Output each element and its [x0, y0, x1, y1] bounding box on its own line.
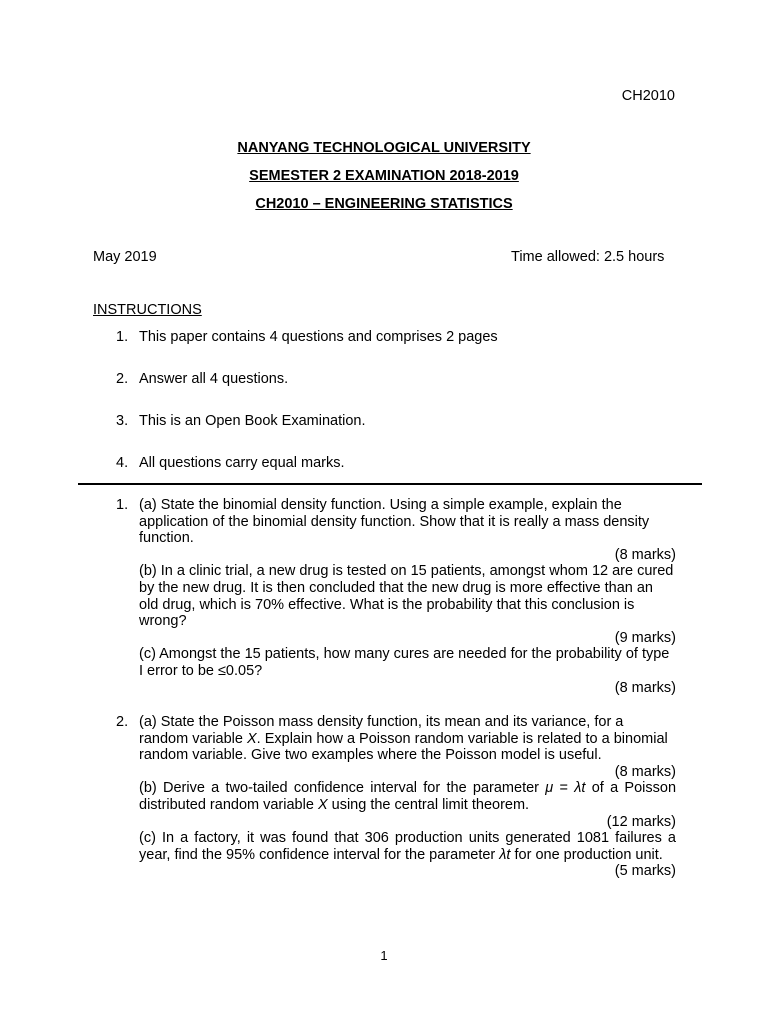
question-2c-marks: (5 marks) — [614, 863, 676, 880]
question-2a-text — [139, 714, 676, 764]
question-number: 1. — [116, 497, 129, 513]
variable-lambda-t: λt — [499, 846, 511, 863]
text-fragment: (a) State the Poisson mass density function, its mean and its variance, for a random variable — [139, 714, 624, 747]
text-fragment: . Explain how a Poisson random variable is related to a binomial random variable. Give two examples where the Poisson model is useful. — [139, 730, 668, 764]
variable-mu: μ — [545, 780, 554, 797]
instruction-number: 4. — [116, 455, 129, 471]
text-fragment: using the central limit theorem. — [327, 796, 530, 813]
course-code: CH2010 — [621, 88, 675, 104]
question-1a-marks: (8 marks) — [614, 546, 676, 563]
question-1c-marks: (8 marks) — [614, 679, 676, 696]
question-2b-marks: (12 marks) — [606, 813, 676, 830]
instruction-number: 3. — [116, 413, 129, 429]
instruction-text: This is an Open Book Examination. — [139, 413, 366, 429]
exam-date: May 2019 — [93, 249, 157, 265]
instruction-text: Answer all 4 questions. — [139, 371, 289, 387]
question-2 — [116, 714, 676, 880]
semester-title: SEMESTER 2 EXAMINATION 2018-2019 — [249, 168, 519, 184]
variable-x: X — [317, 796, 328, 813]
instruction-text: All questions carry equal marks. — [139, 455, 345, 471]
text-fragment: = — [553, 780, 575, 797]
question-1b-text: (b) In a clinic trial, a new drug is tested on 15 patients, amongst whom 12 are cured by the new drug. It is then concluded that the new drug is more effective than an old drug, which is 70% effective. What is the probability that this conclusion is wrong? — [139, 563, 674, 630]
time-allowed: Time allowed: 2.5 hours — [511, 249, 665, 265]
instruction-number: 1. — [116, 329, 129, 345]
question-2c-text — [139, 830, 676, 863]
text-fragment: (c) In a factory, it was found that 306 production units generated 1081 failures a year, find the 95% confidence interval for the parameter — [139, 830, 676, 863]
question-1c-text: (c) Amongst the 15 patients, how many cures are needed for the probability of type I error to be ≤0.05? — [139, 646, 670, 679]
instruction-item — [116, 413, 365, 429]
question-2b-text — [139, 780, 676, 813]
question-1a-text: (a) State the binomial density function. Using a simple example, explain the application of the binomial density function. Show that it is really a mass density function. — [139, 497, 650, 547]
instruction-item — [116, 329, 498, 345]
variable-x: X — [247, 730, 257, 747]
text-fragment: of a Poisson distributed random variable — [139, 780, 677, 813]
question-2a-marks: (8 marks) — [614, 763, 676, 780]
variable-lambda-t: λt — [574, 780, 586, 797]
question-number: 2. — [116, 714, 129, 730]
instruction-text: This paper contains 4 questions and comprises 2 pages — [139, 329, 498, 345]
section-divider — [78, 483, 702, 485]
question-1 — [116, 497, 676, 696]
page-number: 1 — [380, 948, 388, 963]
instruction-item — [116, 371, 288, 387]
text-fragment: (b) Derive a two-tailed confidence interval for the parameter — [139, 780, 546, 797]
instruction-item — [116, 455, 345, 471]
instruction-number: 2. — [116, 371, 129, 387]
course-title: CH2010 – ENGINEERING STATISTICS — [255, 196, 513, 212]
university-name: NANYANG TECHNOLOGICAL UNIVERSITY — [237, 140, 531, 156]
instructions-heading: INSTRUCTIONS — [93, 302, 202, 318]
question-1b-marks: (9 marks) — [614, 629, 676, 646]
text-fragment: for one production unit. — [510, 846, 663, 863]
